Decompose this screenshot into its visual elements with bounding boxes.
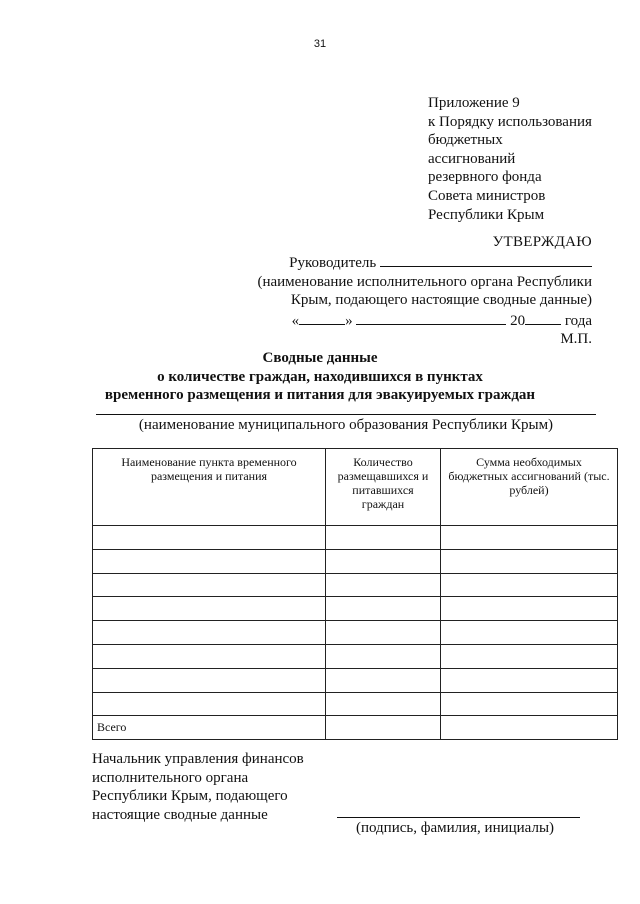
approval-date-row: [257, 310, 592, 331]
total-row: [93, 716, 618, 740]
count-cell[interactable]: [326, 549, 441, 573]
count-cell[interactable]: [326, 526, 441, 550]
signer-line: исполнительного органа: [92, 769, 249, 786]
count-cell[interactable]: [326, 573, 441, 597]
year-prefix: 20: [510, 312, 526, 329]
appendix-line: Совета министров: [428, 187, 546, 204]
approval-caption-line: Крым, подающего настоящие сводные данные): [290, 292, 592, 308]
amount-cell[interactable]: [441, 668, 618, 692]
table-row: [93, 549, 618, 573]
appendix-line: Приложение 9: [428, 95, 520, 111]
table-row: [93, 668, 618, 692]
appendix-line: бюджетных: [428, 132, 503, 149]
day-blank: [299, 310, 345, 325]
appendix-line: ассигнований: [428, 150, 516, 167]
count-cell[interactable]: [326, 644, 441, 668]
municipality-caption: (наименование муниципального образования Республики Крым): [138, 417, 554, 433]
document-title: [0, 349, 640, 405]
signature-caption: (подпись, фамилия, инициалы): [355, 820, 555, 836]
table-body: [93, 526, 618, 740]
municipality-blank-line: [96, 414, 596, 415]
total-count-cell[interactable]: [326, 716, 441, 740]
amount-cell[interactable]: [441, 526, 618, 550]
appendix-reference: [428, 94, 592, 224]
month-blank: [356, 310, 506, 325]
signer-line: Республики Крым, подающего: [92, 788, 288, 804]
title-line: Сводные данные: [262, 350, 378, 366]
point-name-cell[interactable]: [93, 597, 326, 621]
date-open-quote: «: [291, 312, 300, 329]
count-cell[interactable]: [326, 597, 441, 621]
total-amount-cell[interactable]: [441, 716, 618, 740]
signer-block: [92, 750, 304, 824]
appendix-line: резервного фонда: [428, 169, 542, 186]
total-label: Всего: [93, 716, 326, 740]
point-name-cell[interactable]: [93, 644, 326, 668]
amount-cell[interactable]: [441, 549, 618, 573]
appendix-line: к Порядку использования: [428, 113, 592, 130]
amount-cell[interactable]: [441, 621, 618, 645]
table-row: [93, 621, 618, 645]
signer-line: Начальник управления финансов: [92, 751, 304, 767]
page-number: 31: [313, 38, 327, 50]
head-label: Руководитель: [289, 255, 377, 271]
table-row: [93, 526, 618, 550]
year-blank: [525, 310, 561, 325]
column-header-count: Количество размещавшихся и питавшихся граждан: [326, 449, 441, 526]
signer-line: настоящие сводные данные: [92, 806, 268, 823]
count-cell[interactable]: [326, 668, 441, 692]
approval-title: УТВЕРЖДАЮ: [492, 234, 592, 250]
point-name-cell[interactable]: [93, 668, 326, 692]
year-suffix: года: [564, 312, 592, 329]
head-signature-line: [380, 252, 592, 267]
point-name-cell[interactable]: [93, 526, 326, 550]
amount-cell[interactable]: [441, 573, 618, 597]
amount-cell[interactable]: [441, 597, 618, 621]
point-name-cell[interactable]: [93, 573, 326, 597]
table-row: [93, 644, 618, 668]
date-close-quote: »: [345, 312, 353, 329]
count-cell[interactable]: [326, 692, 441, 716]
table-row: [93, 692, 618, 716]
summary-table: [92, 448, 618, 740]
column-header-point: Наименование пункта временного размещения и питания: [93, 449, 326, 526]
table-row: [93, 573, 618, 597]
head-signature-row: [257, 252, 592, 273]
column-header-amount: Сумма необходимых бюджетных ассигнований (тыс. рублей): [441, 449, 618, 526]
appendix-line: Республики Крым: [428, 206, 545, 223]
title-line: о количестве граждан, находившихся в пунктах: [157, 368, 483, 385]
table-header-row: [93, 449, 618, 526]
amount-cell[interactable]: [441, 644, 618, 668]
stamp-mark: М.П.: [560, 331, 592, 347]
count-cell[interactable]: [326, 621, 441, 645]
approval-caption-line: (наименование исполнительного органа Республики: [257, 273, 592, 290]
point-name-cell[interactable]: [93, 621, 326, 645]
point-name-cell[interactable]: [93, 549, 326, 573]
title-line: временного размещения и питания для эвакуируемых граждан: [104, 387, 536, 403]
amount-cell[interactable]: [441, 692, 618, 716]
signature-line: [337, 817, 580, 818]
point-name-cell[interactable]: [93, 692, 326, 716]
table-row: [93, 597, 618, 621]
approval-block: [257, 252, 592, 349]
